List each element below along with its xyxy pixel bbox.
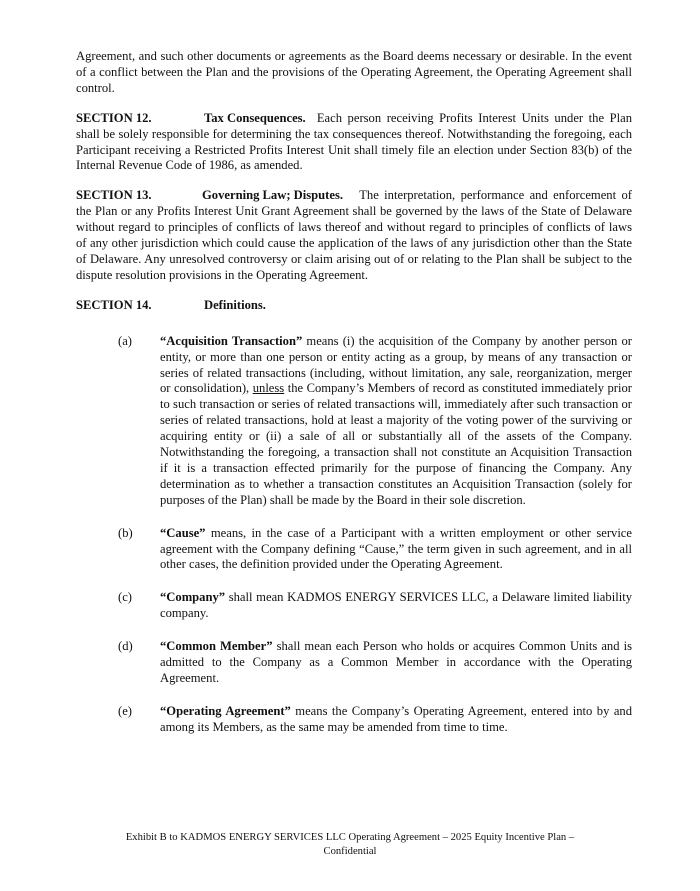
definition-text: [160, 334, 632, 509]
definition-emphasis: unless: [252, 381, 285, 396]
definition-term: “Operating Agreement”: [160, 703, 291, 718]
section-14-number: SECTION 14.: [76, 297, 152, 312]
section-14-title: Definitions.: [204, 297, 266, 312]
definition-label: (b): [118, 525, 133, 540]
definition-body: means the Company’s Operating Agreement, entered into by and among its Members, as the same may be amended from time to time.: [160, 703, 633, 734]
definition-item-a: [76, 334, 632, 509]
definition-text: [160, 590, 632, 622]
definition-label: (e): [118, 703, 132, 718]
intro-paragraph: Agreement, and such other documents or agreements as the Board deems necessary or desirable. In the event of a conflict between the Plan and the provisions of the Operating Agreement, the Operating Agreement shall control.: [76, 49, 632, 95]
section-14-heading: [76, 298, 632, 314]
section-12-title: Tax Consequences.: [204, 110, 306, 125]
document-body: [76, 49, 632, 753]
section-12-paragraph: [76, 111, 632, 175]
page-footer: [90, 831, 610, 859]
footer-line-1: Exhibit B to KADMOS ENERGY SERVICES LLC Operating Agreement – 2025 Equity Incentive Plan –: [125, 832, 575, 843]
definition-label: (c): [118, 590, 132, 605]
definition-item-c: [76, 590, 632, 622]
definition-body: shall mean KADMOS ENERGY SERVICES LLC, a Delaware limited liability company.: [160, 590, 632, 621]
definition-body-part-2: the Company’s Members of record as constituted immediately prior to such transaction or series of related transactions will, immediately after such transaction or series of related transactions, hold at least a majority of the voting power of the surviving or acquiring entity or (ii) a sale of all or substantially all of the assets of the Company. Notwithstanding the foregoing, a transaction shall not constitute an Acquisition Transaction if it is a transaction effected primarily for the purpose of financing the Company. Any determination as to whether a transaction constitutes an Acquisition Transaction (solely for purposes of the Plan) shall be made by the Board in their sole discretion.: [160, 381, 632, 507]
section-13-text: The interpretation, performance and enforcement of the Plan or any Profits Interest Unit Grant Agreement shall be governed by the laws of the State of Delaware without regard to principles of conflicts of laws thereof and without regard to principles of conflicts of laws of any other jurisdiction which could cause the application of the laws of any jurisdiction other than the State of Delaware. Any unresolved controversy or claim arising out of or relating to the Plan shall be subject to the dispute resolution provisions in the Operating Agreement.: [76, 188, 632, 282]
footer-line-2: Confidential: [323, 846, 377, 857]
definition-term: “Company”: [160, 590, 226, 605]
definition-body: means, in the case of a Participant with a written employment or other service agreement with the Company defining “Cause,” the term given in such agreement, and in all other cases, the definition provided under the Operating Agreement.: [160, 525, 632, 572]
definition-term: “Common Member”: [160, 639, 273, 654]
definitions-list: [76, 334, 632, 736]
section-13-title: Governing Law; Disputes.: [202, 188, 343, 203]
definition-text: [160, 704, 632, 736]
definition-item-b: [76, 526, 632, 574]
definition-label: (a): [118, 333, 132, 348]
definition-text: [160, 639, 632, 687]
definition-item-d: [76, 639, 632, 687]
section-13-number: SECTION 13.: [76, 188, 152, 203]
definition-term: “Cause”: [160, 525, 206, 540]
section-12-number: SECTION 12.: [76, 110, 152, 125]
definition-item-e: [76, 704, 632, 736]
definition-body: shall mean each Person who holds or acquires Common Units and is admitted to the Company as a Common Member in accordance with the Operating Agreement.: [160, 639, 632, 685]
definition-text: [160, 526, 632, 574]
definition-term: “Acquisition Transaction”: [160, 333, 303, 348]
section-13-paragraph: [76, 188, 632, 283]
definition-label: (d): [118, 639, 133, 654]
section-12-text: Each person receiving Profits Interest Units under the Plan shall be solely responsible for determining the tax consequences thereof. Notwithstanding the foregoing, each Participant receiving a Restricted Profits Interest Unit shall timely file an election under Section 83(b) of the Internal Revenue Code of 1986, as amended.: [76, 110, 633, 173]
definition-body-part-1: means (i) the acquisition of the Company by another person or entity, or more than one person or entity acting as a group, by means of any transaction or series of related transactions (including, without limitation, any sale, reorganization, merger or consolidation),: [160, 333, 632, 396]
